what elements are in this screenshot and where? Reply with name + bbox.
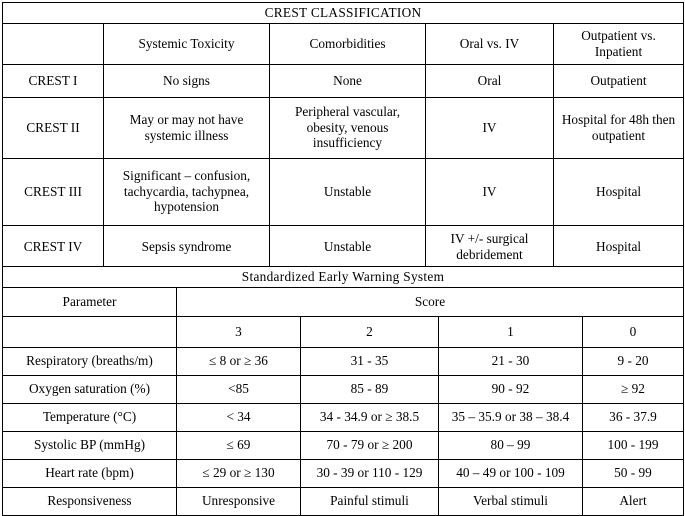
crest-cell-comorbidities: Peripheral vascular, obesity, venous insufficiency (270, 97, 426, 158)
sews-cell-score-1: 40 – 49 or 100 - 109 (439, 459, 583, 487)
crest-cell-systemic-toxicity: No signs (104, 64, 270, 97)
sews-cell-score-1: 90 - 92 (439, 375, 583, 403)
crest-cell-comorbidities: Unstable (270, 225, 426, 268)
sews-title-row (3, 267, 684, 288)
sews-cell-score-2: 70 - 79 or ≥ 200 (301, 431, 439, 459)
crest-cell-outpatient-vs-inpatient: Hospital for 48h then outpatient (554, 97, 684, 158)
crest-header-blank (3, 23, 104, 64)
table-row (3, 158, 684, 225)
crest-header-oral-vs-iv: Oral vs. IV (426, 23, 554, 64)
crest-cell-systemic-toxicity: Sepsis syndrome (104, 225, 270, 268)
sews-cell-score-1: 35 – 35.9 or 38 – 38.4 (439, 403, 583, 431)
sews-cell-score-0: 50 - 99 (583, 459, 684, 487)
crest-cell-systemic-toxicity: Significant – confusion, tachycardia, tachypnea, hypotension (104, 158, 270, 225)
sews-parameter-label: Responsiveness (3, 487, 177, 515)
crest-title-row (3, 3, 684, 24)
sews-header-score: Score (177, 287, 684, 316)
sews-score-col-1: 1 (439, 316, 583, 347)
sews-cell-score-2: 85 - 89 (301, 375, 439, 403)
crest-header-comorbidities: Comorbidities (270, 23, 426, 64)
crest-row-label: CREST II (3, 97, 104, 158)
standardized-early-warning-system-table (2, 266, 684, 516)
sews-cell-score-3: < 34 (177, 403, 301, 431)
sews-cell-score-2: 31 - 35 (301, 347, 439, 375)
sews-cell-score-3: ≤ 69 (177, 431, 301, 459)
sews-parameter-label: Heart rate (bpm) (3, 459, 177, 487)
sews-score-col-2: 2 (301, 316, 439, 347)
sews-cell-score-3: ≤ 8 or ≥ 36 (177, 347, 301, 375)
crest-row-label: CREST IV (3, 225, 104, 268)
sews-cell-score-0: ≥ 92 (583, 375, 684, 403)
sews-score-number-row (3, 316, 684, 347)
table-row (3, 375, 684, 403)
sews-cell-score-0: 100 - 199 (583, 431, 684, 459)
table-row (3, 347, 684, 375)
crest-cell-outpatient-vs-inpatient: Hospital (554, 225, 684, 268)
sews-parameter-label: Systolic BP (mmHg) (3, 431, 177, 459)
crest-table-title: CREST CLASSIFICATION (3, 3, 684, 24)
sews-cell-score-3: <85 (177, 375, 301, 403)
sews-score-blank (3, 316, 177, 347)
crest-cell-outpatient-vs-inpatient: Hospital (554, 158, 684, 225)
sews-cell-score-0: 36 - 37.9 (583, 403, 684, 431)
crest-cell-systemic-toxicity: May or may not have systemic illness (104, 97, 270, 158)
sews-cell-score-3: ≤ 29 or ≥ 130 (177, 459, 301, 487)
table-row (3, 431, 684, 459)
sews-cell-score-2: Painful stimuli (301, 487, 439, 515)
crest-header-systemic-toxicity: Systemic Toxicity (104, 23, 270, 64)
crest-row-label: CREST I (3, 64, 104, 97)
crest-cell-oral-vs-iv: IV (426, 97, 554, 158)
crest-classification-table (2, 2, 684, 269)
crest-cell-comorbidities: None (270, 64, 426, 97)
sews-score-col-0: 0 (583, 316, 684, 347)
table-row (3, 225, 684, 268)
sews-cell-score-3: Unresponsive (177, 487, 301, 515)
table-row (3, 487, 684, 515)
sews-header-parameter: Parameter (3, 287, 177, 316)
sews-cell-score-0: Alert (583, 487, 684, 515)
sews-cell-score-2: 30 - 39 or 110 - 129 (301, 459, 439, 487)
crest-header-row (3, 23, 684, 64)
crest-cell-comorbidities: Unstable (270, 158, 426, 225)
sews-cell-score-2: 34 - 34.9 or ≥ 38.5 (301, 403, 439, 431)
sews-header-row (3, 287, 684, 316)
sews-table-title: Standardized Early Warning System (3, 267, 684, 288)
table-row (3, 459, 684, 487)
crest-header-outpatient-vs-inpatient: Outpatient vs. Inpatient (554, 23, 684, 64)
table-row (3, 64, 684, 97)
sews-score-col-3: 3 (177, 316, 301, 347)
sews-parameter-label: Oxygen saturation (%) (3, 375, 177, 403)
sews-cell-score-1: Verbal stimuli (439, 487, 583, 515)
crest-cell-outpatient-vs-inpatient: Outpatient (554, 64, 684, 97)
crest-cell-oral-vs-iv: IV +/- surgical debridement (426, 225, 554, 268)
sews-cell-score-1: 80 – 99 (439, 431, 583, 459)
crest-cell-oral-vs-iv: Oral (426, 64, 554, 97)
sews-parameter-label: Temperature (°C) (3, 403, 177, 431)
sews-cell-score-0: 9 - 20 (583, 347, 684, 375)
crest-row-label: CREST III (3, 158, 104, 225)
table-row (3, 97, 684, 158)
table-row (3, 403, 684, 431)
crest-cell-oral-vs-iv: IV (426, 158, 554, 225)
sews-parameter-label: Respiratory (breaths/m) (3, 347, 177, 375)
sews-cell-score-1: 21 - 30 (439, 347, 583, 375)
